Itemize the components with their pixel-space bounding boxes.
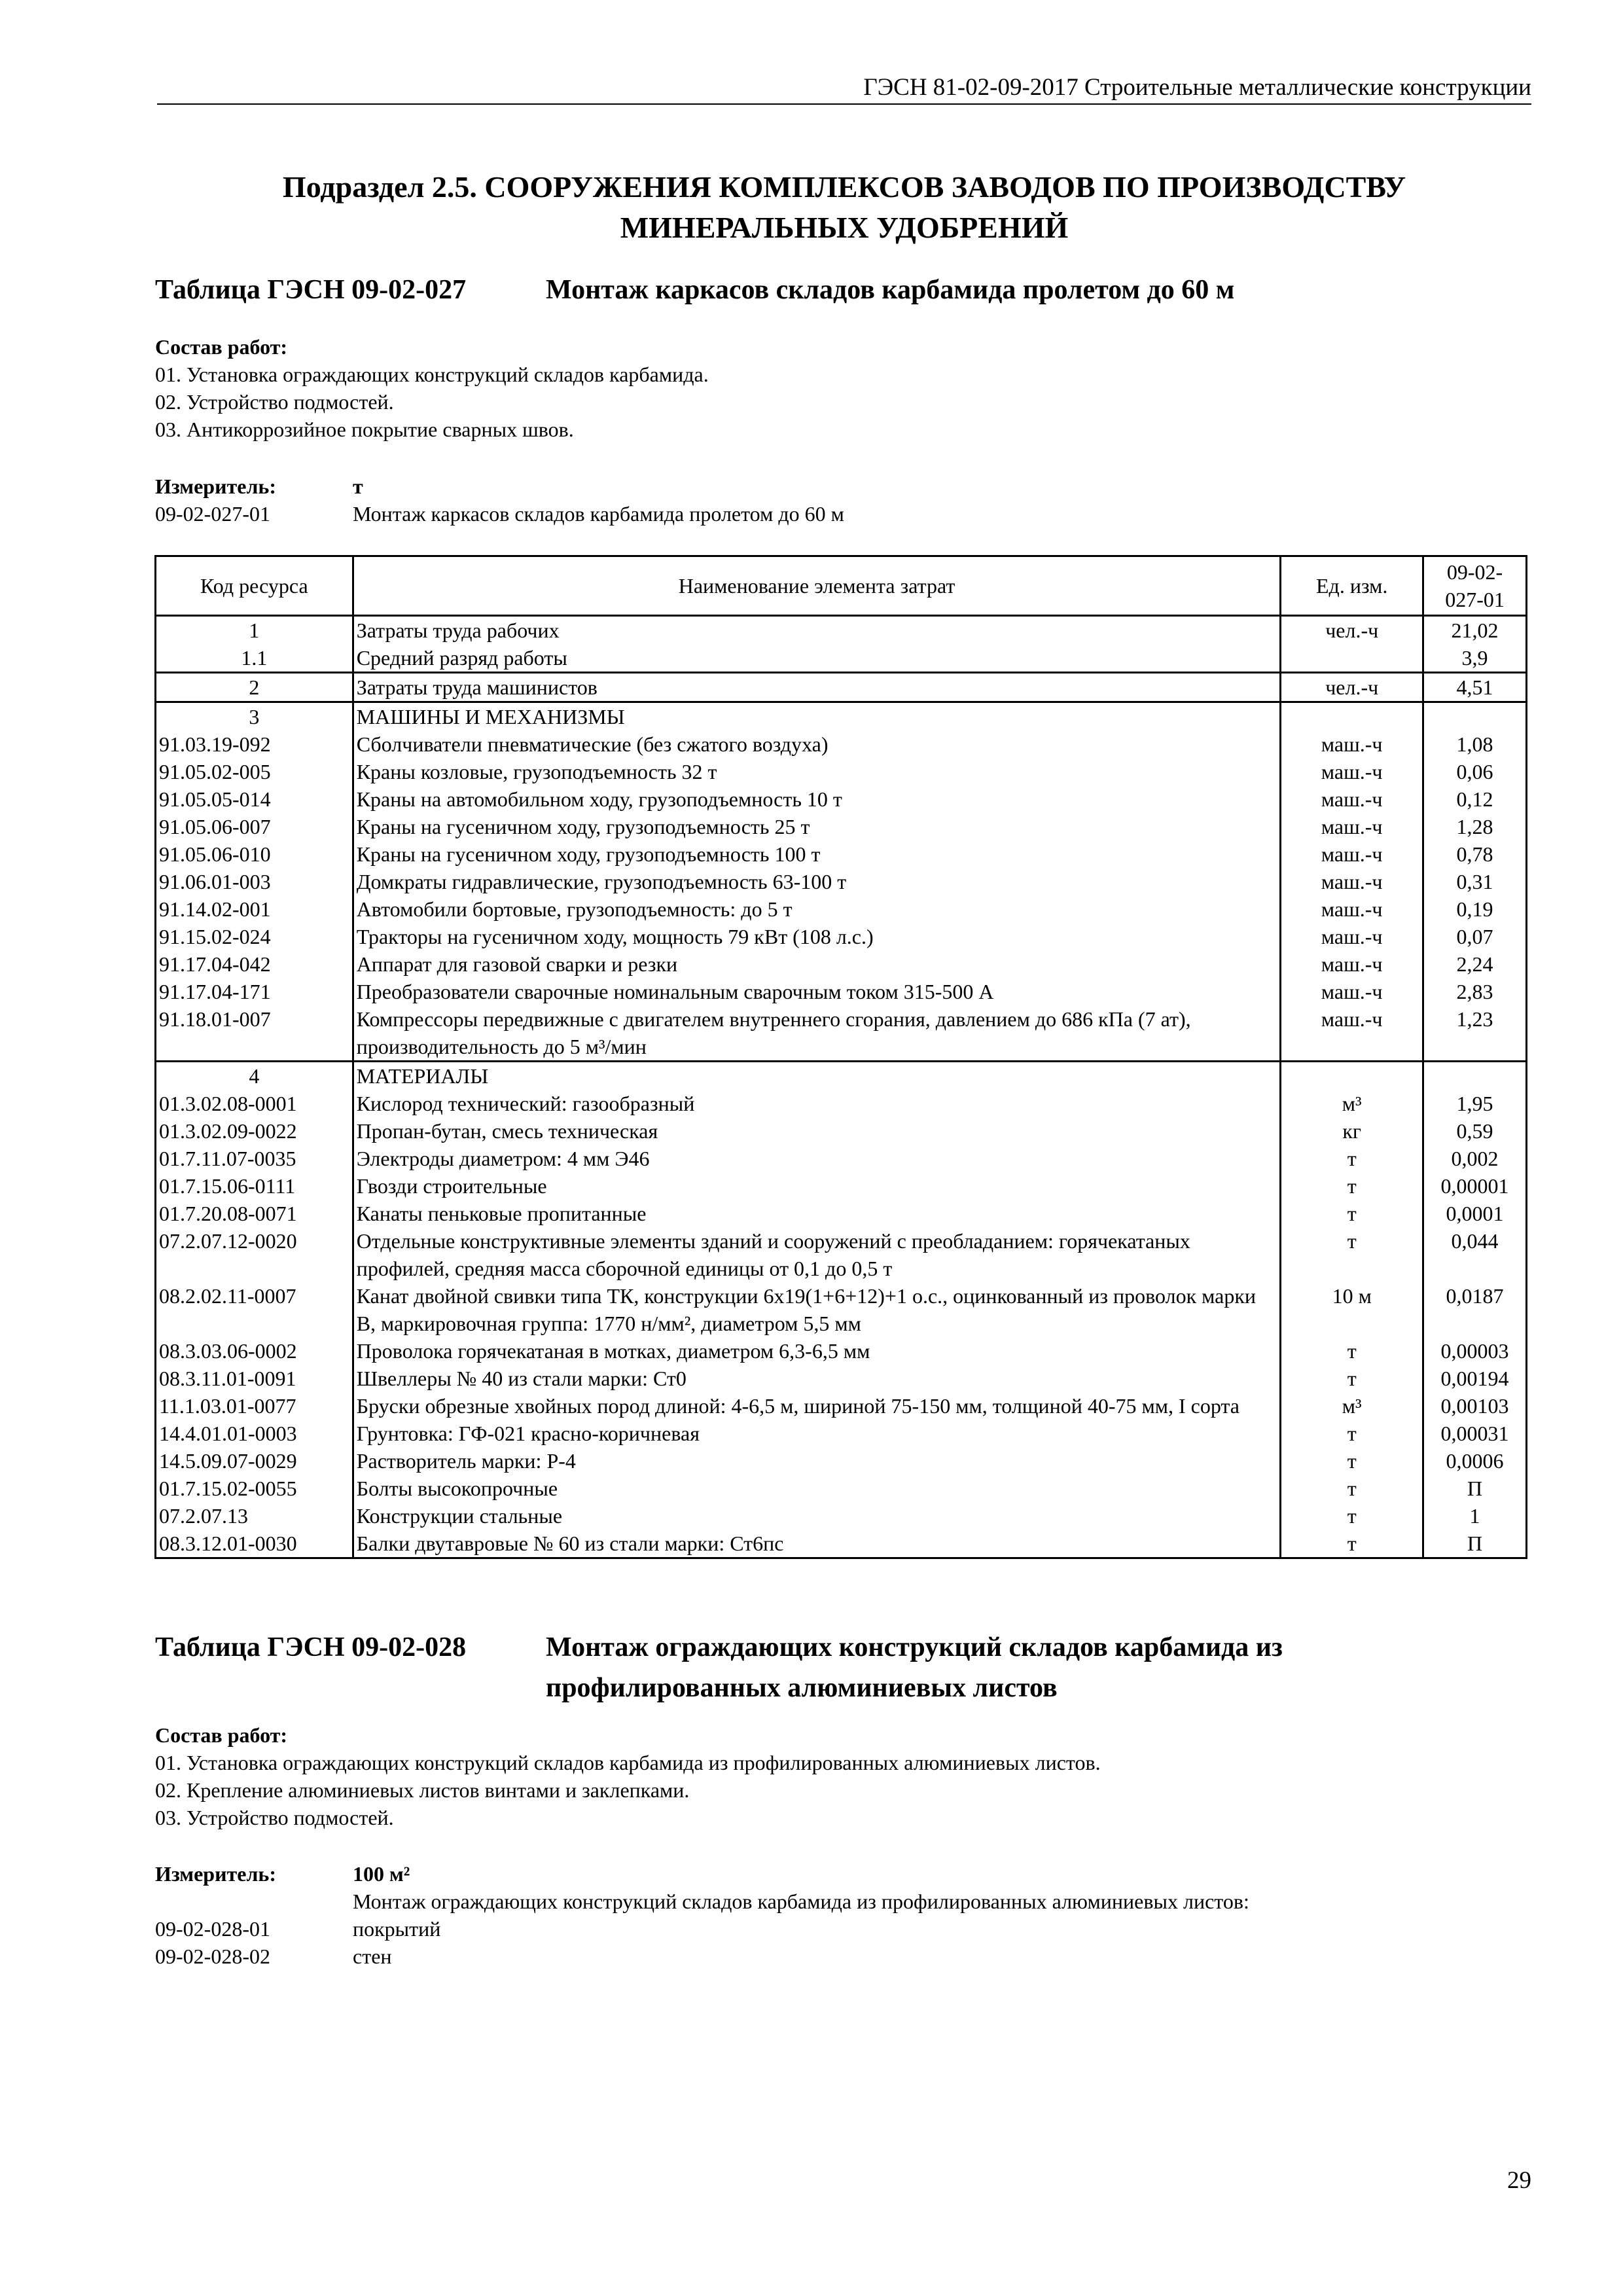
meter-label: Измеритель: xyxy=(155,475,276,498)
resource-value: 0,0006 xyxy=(1423,1447,1527,1475)
resource-unit: т xyxy=(1281,1447,1423,1475)
resource-unit: маш.-ч xyxy=(1281,895,1423,923)
resource-value: 0,07 xyxy=(1423,923,1527,950)
resource-name: Затраты труда рабочих xyxy=(353,616,1281,645)
resource-code: 01.7.20.08-0071 xyxy=(156,1200,353,1227)
resource-value: П xyxy=(1423,1475,1527,1502)
resource-name: Бруски обрезные хвойных пород длиной: 4-6,5 м, шириной 75-150 мм, толщиной 40-75 мм, I сорта xyxy=(353,1392,1281,1420)
resource-code: 91.15.02-024 xyxy=(156,923,353,950)
table-row-group xyxy=(156,1062,1527,1090)
work-item: 03. Антикоррозийное покрытие сварных швов. xyxy=(155,418,574,441)
meter-label: Измеритель: xyxy=(155,1862,276,1886)
resource-value: 0,044 xyxy=(1423,1227,1527,1282)
table-row xyxy=(156,1557,1527,1558)
resource-name: Конструкции стальные xyxy=(353,1502,1281,1530)
work-composition-label: Состав работ: xyxy=(155,335,288,359)
resource-value: 0,59 xyxy=(1423,1117,1527,1145)
table-row-group xyxy=(156,702,1527,731)
page-number: 29 xyxy=(1507,2167,1531,2194)
table-name: Монтаж ограждающих конструкций складов карбамида из профилированных алюминиевых листов xyxy=(546,1632,1283,1703)
resource-name: Преобразователи сварочные номинальным сварочным током 315-500 А xyxy=(353,978,1281,1005)
resource-unit: т xyxy=(1281,1475,1423,1502)
resource-unit xyxy=(1281,1062,1423,1090)
column-header-name: Наименование элемента затрат xyxy=(353,556,1281,616)
resource-code: 14.5.09.07-0029 xyxy=(156,1447,353,1475)
work-item: 02. Устройство подмостей. xyxy=(155,390,394,414)
norm-code: 09-02-028-01 xyxy=(155,1917,270,1941)
resource-value: 0,78 xyxy=(1423,840,1527,868)
resource-name: Гвозди строительные xyxy=(353,1172,1281,1200)
resource-table-027 xyxy=(154,555,1527,1559)
resource-value: 0,0001 xyxy=(1423,1200,1527,1227)
resource-unit: т xyxy=(1281,1200,1423,1227)
norm-name: Монтаж каркасов складов карбамида пролетом до 60 м xyxy=(353,502,844,526)
table-row xyxy=(156,1475,1527,1502)
table-row xyxy=(156,923,1527,950)
resource-name: Балки двутавровые № 60 из стали марки: Ст6пс xyxy=(353,1530,1281,1557)
work-item: 02. Крепление алюминиевых листов винтами и заклепками. xyxy=(155,1778,690,1802)
table-row xyxy=(156,868,1527,895)
resource-code: 01.3.02.09-0022 xyxy=(156,1117,353,1145)
resource-unit: м³ xyxy=(1281,1090,1423,1117)
resource-value: 0,00003 xyxy=(1423,1337,1527,1365)
resource-unit: маш.-ч xyxy=(1281,785,1423,813)
table-row xyxy=(156,1090,1527,1117)
column-header-norm: 09-02-027-01 xyxy=(1423,556,1527,616)
table-row xyxy=(156,978,1527,1005)
resource-unit: маш.-ч xyxy=(1281,978,1423,1005)
column-header-code: Код ресурса xyxy=(156,556,353,616)
table-header-row xyxy=(156,556,1527,616)
resource-name: Кислород технический: газообразный xyxy=(353,1090,1281,1117)
table-row xyxy=(156,840,1527,868)
resource-code: 3 xyxy=(156,702,353,731)
table-row xyxy=(156,730,1527,758)
resource-unit: маш.-ч xyxy=(1281,758,1423,785)
table-row xyxy=(156,785,1527,813)
resource-value: 4,51 xyxy=(1423,673,1527,702)
resource-code: 91.03.19-092 xyxy=(156,730,353,758)
table-code: Таблица ГЭСН 09-02-027 xyxy=(155,275,467,305)
resource-name: Тракторы на гусеничном ходу, мощность 79 кВт (108 л.с.) xyxy=(353,923,1281,950)
resource-unit: т xyxy=(1281,1172,1423,1200)
table-row xyxy=(156,644,1527,673)
table-row xyxy=(156,1005,1527,1062)
resource-unit: маш.-ч xyxy=(1281,923,1423,950)
work-item: 01. Установка ограждающих конструкций складов карбамида. xyxy=(155,363,709,386)
resource-name: Краны на гусеничном ходу, грузоподъемность 25 т xyxy=(353,813,1281,840)
resource-value: 0,12 xyxy=(1423,785,1527,813)
meter-value: т xyxy=(353,475,363,498)
norm-name: стен xyxy=(353,1945,392,1968)
resource-value: 0,00001 xyxy=(1423,1172,1527,1200)
resource-unit: т xyxy=(1281,1365,1423,1392)
resource-code: 91.14.02-001 xyxy=(156,895,353,923)
resource-name: Пропан-бутан, смесь техническая xyxy=(353,1117,1281,1145)
resource-code: 11.1.03.01-0077 xyxy=(156,1392,353,1420)
resource-unit: 10 м xyxy=(1281,1282,1423,1337)
column-header-unit: Ед. изм. xyxy=(1281,556,1423,616)
resource-value xyxy=(1423,1062,1527,1090)
table-row xyxy=(156,673,1527,702)
resource-unit: т xyxy=(1281,1227,1423,1282)
resource-code: 08.3.11.01-0091 xyxy=(156,1365,353,1392)
resource-value: 0,002 xyxy=(1423,1145,1527,1172)
work-item: 03. Устройство подмостей. xyxy=(155,1806,394,1829)
resource-code: 07.2.07.12-0020 xyxy=(156,1227,353,1282)
resource-value xyxy=(1423,1557,1527,1558)
resource-code: 1.1 xyxy=(156,644,353,673)
table-row xyxy=(156,1227,1527,1282)
table-row xyxy=(156,1365,1527,1392)
work-composition-028 xyxy=(155,1721,1101,1831)
table-code: Таблица ГЭСН 09-02-028 xyxy=(155,1632,467,1662)
resource-value xyxy=(1423,702,1527,731)
resource-name: Затраты труда машинистов xyxy=(353,673,1281,702)
resource-value: 0,19 xyxy=(1423,895,1527,923)
resource-name: Домкраты гидравлические, грузоподъемность 63-100 т xyxy=(353,868,1281,895)
resource-name: Краны на автомобильном ходу, грузоподъемность 10 т xyxy=(353,785,1281,813)
table-row xyxy=(156,950,1527,978)
resource-value: 0,00031 xyxy=(1423,1420,1527,1447)
resource-name: Швеллеры № 40 из стали марки: Ст0 xyxy=(353,1365,1281,1392)
resource-code: 4 xyxy=(156,1062,353,1090)
table-row xyxy=(156,1337,1527,1365)
resource-name: Краны на гусеничном ходу, грузоподъемность 100 т xyxy=(353,840,1281,868)
resource-value: 1,28 xyxy=(1423,813,1527,840)
resource-name: Растворитель марки: Р-4 xyxy=(353,1447,1281,1475)
resource-value: 0,00103 xyxy=(1423,1392,1527,1420)
resource-code: 01.7.15.02-0055 xyxy=(156,1475,353,1502)
norm-code: 09-02-027-01 xyxy=(155,502,270,526)
resource-unit: маш.-ч xyxy=(1281,950,1423,978)
resource-unit: маш.-ч xyxy=(1281,813,1423,840)
resource-code: 08.2.02.11-0007 xyxy=(156,1282,353,1337)
resource-value: 2,83 xyxy=(1423,978,1527,1005)
resource-value: П xyxy=(1423,1530,1527,1557)
resource-code: 91.06.01-003 xyxy=(156,868,353,895)
meter-description: Монтаж ограждающих конструкций складов карбамида из профилированных алюминиевых листов: xyxy=(353,1890,1249,1913)
table-row xyxy=(156,1172,1527,1200)
resource-code: 07.2.07.13 xyxy=(156,1502,353,1530)
table-row xyxy=(156,1392,1527,1420)
meter-value: 100 м² xyxy=(353,1862,410,1886)
resource-code: 2 xyxy=(156,673,353,702)
resource-unit: т xyxy=(1281,1502,1423,1530)
resource-code xyxy=(156,1557,353,1558)
table-row xyxy=(156,1282,1527,1337)
resource-name: Отдельные конструктивные элементы зданий и сооружений с преобладанием: горячекатаных профилей, средняя масса сборочной единицы от 0,1 до 0,5 т xyxy=(353,1227,1281,1282)
resource-code: 14.4.01.01-0003 xyxy=(156,1420,353,1447)
resource-code: 91.05.06-010 xyxy=(156,840,353,868)
resource-code: 91.17.04-171 xyxy=(156,978,353,1005)
table-row xyxy=(156,895,1527,923)
resource-code: 01.7.11.07-0035 xyxy=(156,1145,353,1172)
table-row xyxy=(156,616,1527,645)
resource-unit xyxy=(1281,644,1423,673)
resource-name xyxy=(353,1557,1281,1558)
resource-group-name: МАТЕРИАЛЫ xyxy=(353,1062,1281,1090)
table-row xyxy=(156,1420,1527,1447)
norm-name: покрытий xyxy=(353,1917,441,1941)
resource-value: 2,24 xyxy=(1423,950,1527,978)
resource-code: 08.3.12.01-0030 xyxy=(156,1530,353,1557)
work-composition-label: Состав работ: xyxy=(155,1723,288,1747)
resource-name: Средний разряд работы xyxy=(353,644,1281,673)
resource-unit: т xyxy=(1281,1337,1423,1365)
resource-value: 0,0187 xyxy=(1423,1282,1527,1337)
resource-value: 0,00194 xyxy=(1423,1365,1527,1392)
resource-unit: т xyxy=(1281,1530,1423,1557)
resource-value: 1,23 xyxy=(1423,1005,1527,1062)
resource-unit: т xyxy=(1281,1145,1423,1172)
resource-value: 0,31 xyxy=(1423,868,1527,895)
resource-code: 01.3.02.08-0001 xyxy=(156,1090,353,1117)
table-row xyxy=(156,758,1527,785)
resource-code: 91.05.05-014 xyxy=(156,785,353,813)
resource-value: 21,02 xyxy=(1423,616,1527,645)
resource-name: Компрессоры передвижные с двигателем внутреннего сгорания, давлением до 686 кПа (7 ат), производительность до 5 м³/мин xyxy=(353,1005,1281,1062)
table-row xyxy=(156,1200,1527,1227)
table-name: Монтаж каркасов складов карбамида пролетом до 60 м xyxy=(546,275,1235,305)
resource-name: Сболчиватели пневматические (без сжатого воздуха) xyxy=(353,730,1281,758)
resource-value: 3,9 xyxy=(1423,644,1527,673)
resource-code: 91.18.01-007 xyxy=(156,1005,353,1062)
resource-value: 1,08 xyxy=(1423,730,1527,758)
resource-name: Болты высокопрочные xyxy=(353,1475,1281,1502)
resource-unit xyxy=(1281,1557,1423,1558)
table-row xyxy=(156,1530,1527,1557)
resource-name: Электроды диаметром: 4 мм Э46 xyxy=(353,1145,1281,1172)
table-row xyxy=(156,1145,1527,1172)
resource-unit: маш.-ч xyxy=(1281,730,1423,758)
resource-name: Канат двойной свивки типа ТК, конструкции 6х19(1+6+12)+1 о.с., оцинкованный из проволок марки В, маркировочная группа: 1770 н/мм², диаметром 5,5 мм xyxy=(353,1282,1281,1337)
resource-name: Проволока горячекатаная в мотках, диаметром 6,3-6,5 мм xyxy=(353,1337,1281,1365)
resource-name: Краны козловые, грузоподъемность 32 т xyxy=(353,758,1281,785)
table-row xyxy=(156,813,1527,840)
resource-unit: м³ xyxy=(1281,1392,1423,1420)
resource-code: 91.17.04-042 xyxy=(156,950,353,978)
work-item: 01. Установка ограждающих конструкций складов карбамида из профилированных алюминиевых листов. xyxy=(155,1751,1101,1774)
resource-code: 91.05.06-007 xyxy=(156,813,353,840)
resource-code: 01.7.15.06-0111 xyxy=(156,1172,353,1200)
resource-name: Аппарат для газовой сварки и резки xyxy=(353,950,1281,978)
table-row xyxy=(156,1502,1527,1530)
table-row xyxy=(156,1447,1527,1475)
table-row xyxy=(156,1117,1527,1145)
running-header: ГЭСН 81-02-09-2017 Строительные металлические конструкции xyxy=(157,73,1531,105)
resource-value: 1 xyxy=(1423,1502,1527,1530)
section-title: Подраздел 2.5. СООРУЖЕНИЯ КОМПЛЕКСОВ ЗАВОДОВ ПО ПРОИЗВОДСТВУ МИНЕРАЛЬНЫХ УДОБРЕНИЙ xyxy=(282,170,1406,244)
resource-value: 1,95 xyxy=(1423,1090,1527,1117)
resource-name: Канаты пеньковые пропитанные xyxy=(353,1200,1281,1227)
resource-unit xyxy=(1281,702,1423,731)
resource-unit: маш.-ч xyxy=(1281,840,1423,868)
resource-unit: маш.-ч xyxy=(1281,868,1423,895)
resource-code: 08.3.03.06-0002 xyxy=(156,1337,353,1365)
resource-value: 0,06 xyxy=(1423,758,1527,785)
resource-code: 91.05.02-005 xyxy=(156,758,353,785)
resource-group-name: МАШИНЫ И МЕХАНИЗМЫ xyxy=(353,702,1281,731)
resource-name: Грунтовка: ГФ-021 красно-коричневая xyxy=(353,1420,1281,1447)
resource-unit: кг xyxy=(1281,1117,1423,1145)
work-composition-027 xyxy=(155,333,709,443)
norm-code: 09-02-028-02 xyxy=(155,1945,270,1968)
resource-unit: маш.-ч xyxy=(1281,1005,1423,1062)
resource-unit: чел.-ч xyxy=(1281,616,1423,645)
resource-name: Автомобили бортовые, грузоподъемность: до 5 т xyxy=(353,895,1281,923)
resource-unit: т xyxy=(1281,1420,1423,1447)
resource-unit: чел.-ч xyxy=(1281,673,1423,702)
resource-code: 1 xyxy=(156,616,353,645)
